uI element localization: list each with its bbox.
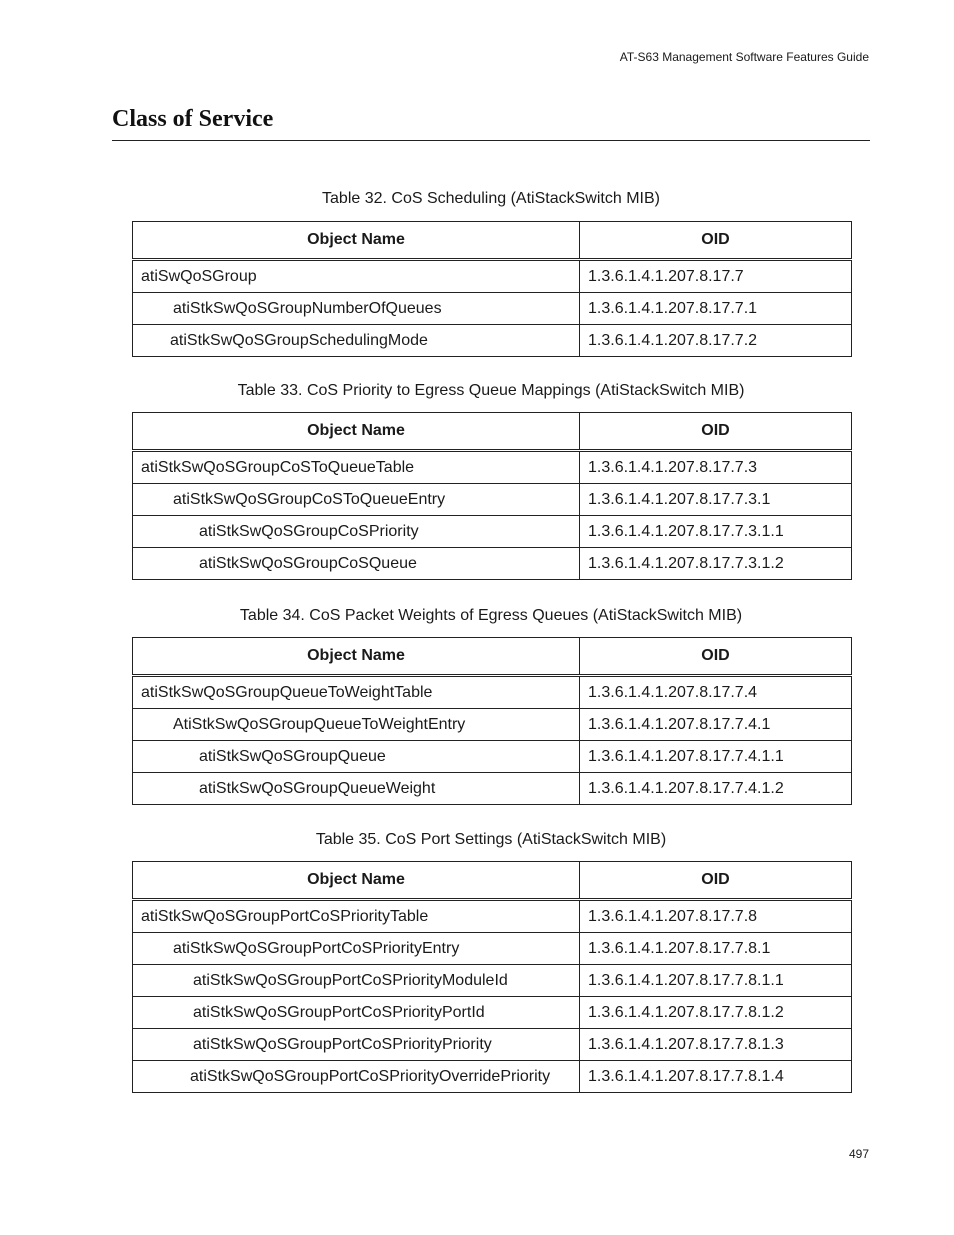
table-33-cos-priority-queue-mappings <box>132 412 852 580</box>
table-row <box>133 965 852 997</box>
table-row <box>133 773 852 805</box>
oid-cell: 1.3.6.1.4.1.207.8.17.7.3 <box>580 451 852 484</box>
oid-cell: 1.3.6.1.4.1.207.8.17.7.3.1 <box>580 484 852 516</box>
object-name-cell: atiStkSwQoSGroupPortCoSPriorityModuleId <box>133 965 580 997</box>
table-33-caption: Table 33. CoS Priority to Egress Queue Mappings (AtiStackSwitch MIB) <box>237 382 745 399</box>
table-34-cos-packet-weights <box>132 637 852 805</box>
section-title: Class of Service <box>112 106 274 132</box>
column-header-object-name: Object Name <box>133 862 580 900</box>
table-row <box>133 900 852 933</box>
table-row <box>133 676 852 709</box>
object-name-cell: atiStkSwQoSGroupPortCoSPriorityEntry <box>133 933 580 965</box>
table-row <box>133 709 852 741</box>
object-name-cell: atiSwQoSGroup <box>133 260 580 293</box>
oid-cell: 1.3.6.1.4.1.207.8.17.7.8.1.1 <box>580 965 852 997</box>
table-row <box>133 516 852 548</box>
table-row <box>133 484 852 516</box>
oid-cell: 1.3.6.1.4.1.207.8.17.7.3.1.2 <box>580 548 852 580</box>
table-row <box>133 451 852 484</box>
object-name-cell: atiStkSwQoSGroupSchedulingMode <box>133 325 580 357</box>
column-header-object-name: Object Name <box>133 413 580 451</box>
object-name-cell: atiStkSwQoSGroupPortCoSPriorityPortId <box>133 997 580 1029</box>
table-header-row <box>133 222 852 260</box>
oid-cell: 1.3.6.1.4.1.207.8.17.7 <box>580 260 852 293</box>
object-name-cell: atiStkSwQoSGroupQueueWeight <box>133 773 580 805</box>
oid-cell: 1.3.6.1.4.1.207.8.17.7.4.1.2 <box>580 773 852 805</box>
oid-cell: 1.3.6.1.4.1.207.8.17.7.8.1.3 <box>580 1029 852 1061</box>
object-name-cell: atiStkSwQoSGroupCoSToQueueEntry <box>133 484 580 516</box>
table-row <box>133 1061 852 1093</box>
object-name-cell: atiStkSwQoSGroupPortCoSPriorityTable <box>133 900 580 933</box>
column-header-oid: OID <box>580 222 852 260</box>
table-32-cos-scheduling <box>132 221 852 357</box>
table-row <box>133 325 852 357</box>
table-row <box>133 933 852 965</box>
page-number: 497 <box>848 1147 869 1161</box>
oid-cell: 1.3.6.1.4.1.207.8.17.7.8 <box>580 900 852 933</box>
object-name-cell: AtiStkSwQoSGroupQueueToWeightEntry <box>133 709 580 741</box>
table-row <box>133 1029 852 1061</box>
object-name-cell: atiStkSwQoSGroupPortCoSPriorityOverridePriority <box>133 1061 580 1093</box>
object-name-cell: atiStkSwQoSGroupPortCoSPriorityPriority <box>133 1029 580 1061</box>
table-row <box>133 260 852 293</box>
column-header-object-name: Object Name <box>133 222 580 260</box>
object-name-cell: atiStkSwQoSGroupNumberOfQueues <box>133 293 580 325</box>
section-divider <box>112 140 870 141</box>
oid-cell: 1.3.6.1.4.1.207.8.17.7.2 <box>580 325 852 357</box>
oid-cell: 1.3.6.1.4.1.207.8.17.7.4.1 <box>580 709 852 741</box>
oid-cell: 1.3.6.1.4.1.207.8.17.7.8.1.4 <box>580 1061 852 1093</box>
oid-cell: 1.3.6.1.4.1.207.8.17.7.4.1.1 <box>580 741 852 773</box>
object-name-cell: atiStkSwQoSGroupCoSToQueueTable <box>133 451 580 484</box>
table-row <box>133 997 852 1029</box>
object-name-cell: atiStkSwQoSGroupQueue <box>133 741 580 773</box>
table-header-row <box>133 638 852 676</box>
table-row <box>133 293 852 325</box>
table-header-row <box>133 413 852 451</box>
table-35-cos-port-settings <box>132 861 852 1093</box>
table-32-caption: Table 32. CoS Scheduling (AtiStackSwitch MIB) <box>322 190 660 207</box>
column-header-oid: OID <box>580 638 852 676</box>
oid-cell: 1.3.6.1.4.1.207.8.17.7.4 <box>580 676 852 709</box>
column-header-oid: OID <box>580 862 852 900</box>
column-header-object-name: Object Name <box>133 638 580 676</box>
object-name-cell: atiStkSwQoSGroupCoSPriority <box>133 516 580 548</box>
table-34-caption: Table 34. CoS Packet Weights of Egress Queues (AtiStackSwitch MIB) <box>239 607 743 624</box>
oid-cell: 1.3.6.1.4.1.207.8.17.7.3.1.1 <box>580 516 852 548</box>
table-row <box>133 548 852 580</box>
oid-cell: 1.3.6.1.4.1.207.8.17.7.8.1.2 <box>580 997 852 1029</box>
oid-cell: 1.3.6.1.4.1.207.8.17.7.1 <box>580 293 852 325</box>
object-name-cell: atiStkSwQoSGroupQueueToWeightTable <box>133 676 580 709</box>
table-35-caption: Table 35. CoS Port Settings (AtiStackSwitch MIB) <box>315 831 667 848</box>
table-row <box>133 741 852 773</box>
table-header-row <box>133 862 852 900</box>
column-header-oid: OID <box>580 413 852 451</box>
running-header: AT-S63 Management Software Features Guide <box>619 50 869 64</box>
object-name-cell: atiStkSwQoSGroupCoSQueue <box>133 548 580 580</box>
oid-cell: 1.3.6.1.4.1.207.8.17.7.8.1 <box>580 933 852 965</box>
